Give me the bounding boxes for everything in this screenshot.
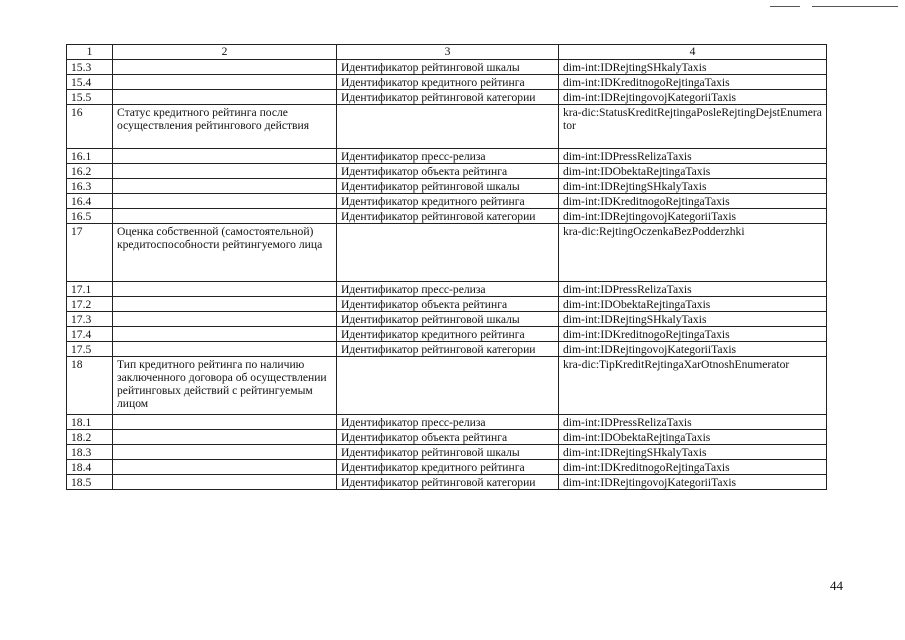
row-name: [113, 297, 337, 312]
row-number: 15.3: [67, 60, 113, 75]
column-header-1: 1: [67, 45, 113, 60]
row-code: kra-dic:StatusKreditRejtingaPosleRejtingDejstEnumerator: [559, 105, 827, 149]
row-code: dim-int:IDRejtingovojKategoriiTaxis: [559, 209, 827, 224]
row-code: dim-int:IDObektaRejtingaTaxis: [559, 430, 827, 445]
page-number: 44: [830, 578, 843, 593]
row-label: Идентификатор рейтинговой шкалы: [337, 312, 559, 327]
row-name: [113, 60, 337, 75]
row-code: dim-int:IDPressRelizaTaxis: [559, 415, 827, 430]
table-row: [67, 460, 827, 475]
table-row: [67, 415, 827, 430]
table-body: [67, 60, 827, 490]
table-header-row: [67, 45, 827, 60]
row-number: 16.2: [67, 164, 113, 179]
row-code: dim-int:IDRejtingSHkalyTaxis: [559, 179, 827, 194]
row-code: dim-int:IDRejtingovojKategoriiTaxis: [559, 342, 827, 357]
row-name: [113, 209, 337, 224]
table-row: [67, 60, 827, 75]
row-number: 17: [67, 224, 113, 282]
row-label: [337, 357, 559, 415]
row-name: [113, 415, 337, 430]
column-header-2: 2: [113, 45, 337, 60]
row-code: dim-int:IDRejtingovojKategoriiTaxis: [559, 90, 827, 105]
table-row: [67, 90, 827, 105]
row-name: [113, 179, 337, 194]
row-name: [113, 460, 337, 475]
row-code: kra-dic:TipKreditRejtingaXarOtnoshEnumerator: [559, 357, 827, 415]
row-label: Идентификатор кредитного рейтинга: [337, 75, 559, 90]
table-row: [67, 312, 827, 327]
row-label: Идентификатор пресс-релиза: [337, 149, 559, 164]
table-row: [67, 282, 827, 297]
row-label: Идентификатор рейтинговой категории: [337, 475, 559, 490]
table-row: [67, 224, 827, 282]
row-label: Идентификатор объекта рейтинга: [337, 430, 559, 445]
column-header-3: 3: [337, 45, 559, 60]
row-label: Идентификатор рейтинговой категории: [337, 90, 559, 105]
row-label: [337, 224, 559, 282]
top-rule-right: [812, 6, 898, 7]
row-number: 17.1: [67, 282, 113, 297]
row-number: 18.4: [67, 460, 113, 475]
row-name: [113, 90, 337, 105]
row-label: Идентификатор объекта рейтинга: [337, 164, 559, 179]
table-row: [67, 164, 827, 179]
top-rule-left: [770, 6, 800, 7]
column-header-4: 4: [559, 45, 827, 60]
data-table: [66, 44, 827, 490]
row-number: 15.4: [67, 75, 113, 90]
row-code: dim-int:IDPressRelizaTaxis: [559, 149, 827, 164]
row-label: Идентификатор пресс-релиза: [337, 282, 559, 297]
row-code: dim-int:IDRejtingSHkalyTaxis: [559, 445, 827, 460]
row-name: [113, 327, 337, 342]
row-number: 17.5: [67, 342, 113, 357]
row-name: [113, 475, 337, 490]
row-name: [113, 164, 337, 179]
row-label: Идентификатор рейтинговой шкалы: [337, 179, 559, 194]
row-code: dim-int:IDKreditnogoRejtingaTaxis: [559, 327, 827, 342]
row-number: 16.4: [67, 194, 113, 209]
table-row: [67, 105, 827, 149]
table-row: [67, 149, 827, 164]
table-row: [67, 430, 827, 445]
row-code: dim-int:IDKreditnogoRejtingaTaxis: [559, 75, 827, 90]
table-row: [67, 179, 827, 194]
table-row: [67, 75, 827, 90]
row-name: [113, 149, 337, 164]
row-number: 17.2: [67, 297, 113, 312]
table-row: [67, 357, 827, 415]
row-name: [113, 342, 337, 357]
row-code: dim-int:IDRejtingSHkalyTaxis: [559, 60, 827, 75]
row-name: Статус кредитного рейтинга после осуществления рейтингового действия: [113, 105, 337, 149]
row-name: Тип кредитного рейтинга по наличию заключенного договора об осуществлении рейтинговых действий с рейтингуемым лицом: [113, 357, 337, 415]
row-number: 17.4: [67, 327, 113, 342]
row-number: 15.5: [67, 90, 113, 105]
row-code: dim-int:IDKreditnogoRejtingaTaxis: [559, 460, 827, 475]
row-name: [113, 445, 337, 460]
row-label: Идентификатор объекта рейтинга: [337, 297, 559, 312]
row-code: dim-int:IDRejtingSHkalyTaxis: [559, 312, 827, 327]
row-number: 18.1: [67, 415, 113, 430]
row-label: Идентификатор кредитного рейтинга: [337, 194, 559, 209]
row-code: kra-dic:RejtingOczenkaBezPodderzhki: [559, 224, 827, 282]
row-number: 18: [67, 357, 113, 415]
row-name: [113, 312, 337, 327]
row-code: dim-int:IDObektaRejtingaTaxis: [559, 164, 827, 179]
row-label: Идентификатор рейтинговой шкалы: [337, 60, 559, 75]
row-name: [113, 75, 337, 90]
table-row: [67, 445, 827, 460]
row-number: 16.1: [67, 149, 113, 164]
row-code: dim-int:IDPressRelizaTaxis: [559, 282, 827, 297]
row-name: [113, 194, 337, 209]
table-row: [67, 327, 827, 342]
table-row: [67, 342, 827, 357]
row-label: Идентификатор кредитного рейтинга: [337, 327, 559, 342]
row-number: 16: [67, 105, 113, 149]
table-row: [67, 297, 827, 312]
row-label: Идентификатор пресс-релиза: [337, 415, 559, 430]
row-name: Оценка собственной (самостоятельной) кредитоспособности рейтингуемого лица: [113, 224, 337, 282]
row-number: 18.5: [67, 475, 113, 490]
row-code: dim-int:IDObektaRejtingaTaxis: [559, 297, 827, 312]
row-name: [113, 430, 337, 445]
row-code: dim-int:IDRejtingovojKategoriiTaxis: [559, 475, 827, 490]
row-number: 18.2: [67, 430, 113, 445]
row-label: Идентификатор рейтинговой категории: [337, 342, 559, 357]
row-code: dim-int:IDKreditnogoRejtingaTaxis: [559, 194, 827, 209]
table-row: [67, 194, 827, 209]
table-row: [67, 209, 827, 224]
row-label: Идентификатор кредитного рейтинга: [337, 460, 559, 475]
row-name: [113, 282, 337, 297]
row-label: [337, 105, 559, 149]
table-row: [67, 475, 827, 490]
row-number: 18.3: [67, 445, 113, 460]
row-label: Идентификатор рейтинговой категории: [337, 209, 559, 224]
row-label: Идентификатор рейтинговой шкалы: [337, 445, 559, 460]
row-number: 16.5: [67, 209, 113, 224]
row-number: 17.3: [67, 312, 113, 327]
row-number: 16.3: [67, 179, 113, 194]
